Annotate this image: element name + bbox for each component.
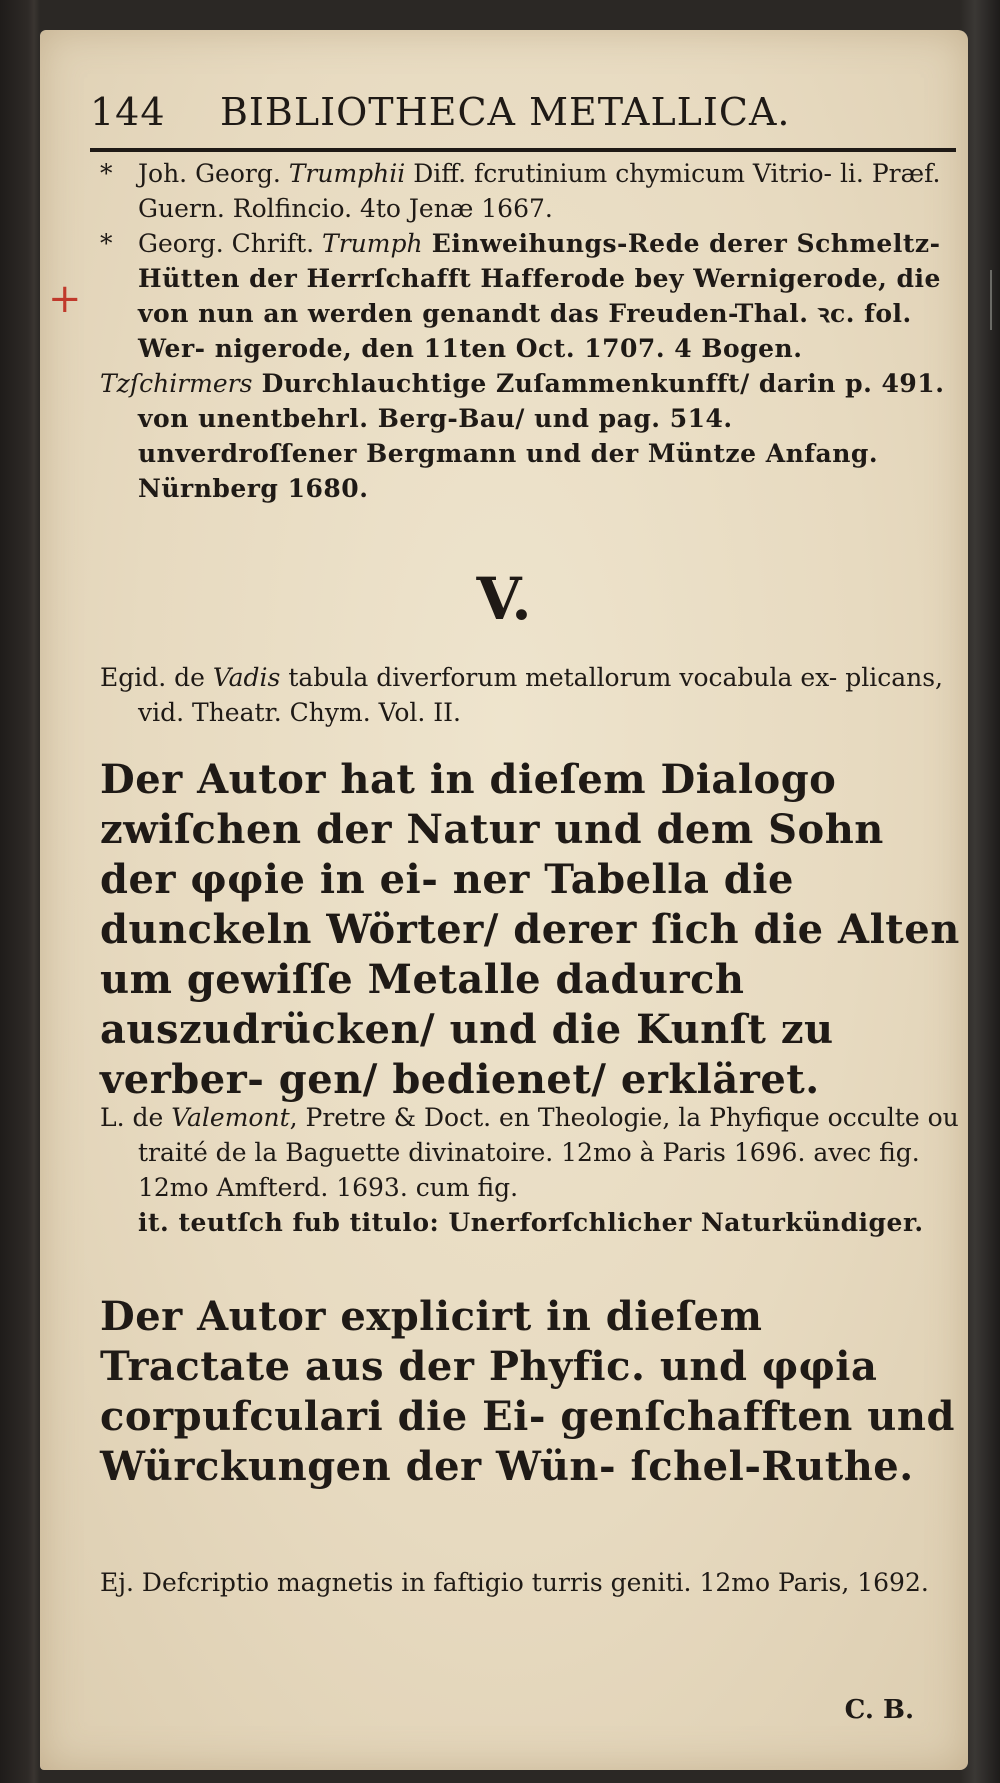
red-cross-mark: + (48, 276, 82, 322)
page-header (90, 90, 890, 134)
commentary-1: Der Autor hat in dieſem Dialogo zwiſchen der Natur und dem Sohn der φφie in ei- ner Tabella die dunckeln Wörter/ derer ſich die Alten um gewiſſe Metalle dadurch auszudrücken/ und die Kunſt zu verber- gen/ bedienet/ erkläret. (100, 756, 960, 1103)
entry-descriptio: Ej. Defcriptio magnetis in faftigio turris geniti. 12mo Paris, 1692. (100, 1568, 929, 1597)
section-heading: V. (476, 565, 532, 633)
entry-vadis: Egid. de Vadis tabula diverforum metallorum vocabula ex- plicans, vid. Theatr. Chym. Vol. II. (100, 663, 943, 727)
entry-tzschirmer: Tzſchirmers Durchlauchtige Zuſammenkunfft/ darin p. 491. von unentbehrl. Berg-Bau/ und pag. 514. unverdroſſener Bergmann und der Müntze Anfang. Nürnberg 1680. (100, 369, 945, 503)
entry-trumphii: * Joh. Georg. Trumphii Diff. fcrutinium chymicum Vitrio- li. Præf. Guern. Rolfincio. 4to Jenæ 1667. (100, 159, 941, 223)
page-number: 144 (90, 90, 166, 134)
book-page (40, 30, 968, 1770)
entry-trumph: * Georg. Chrift. Trumph Einweihungs-Rede derer Schmeltz- Hütten der Herrſchafft Hafferode bey Wernigerode, die von nun an werden genandt das Freuden-Thal. ꝛc. fol. Wer- nigerode, den 11ten Oct. 1707. 4 Bogen. (100, 229, 941, 363)
entry-valemont: L. de Valemont, Pretre & Doct. en Theologie, la Phyfique occulte ou traité de la Baguette divinatoire. 12mo à Paris 1696. avec fig. 12mo Amfterd. 1693. cum fig. it. teutſch fub titulo: Unerforſchlicher Naturkündiger. (100, 1103, 959, 1237)
header-rule (90, 148, 956, 152)
running-title: BIBLIOTHECA METALLICA. (220, 90, 791, 134)
margin-pencil-mark (990, 270, 1000, 330)
commentary-2: Der Autor explicirt in dieſem Tractate aus der Phyfic. und φφia corpufculari die Ei- genſchafften und Würckungen der Wün- ſchel-Ruthe. (100, 1293, 955, 1490)
catchword: C. B. (844, 1695, 914, 1725)
